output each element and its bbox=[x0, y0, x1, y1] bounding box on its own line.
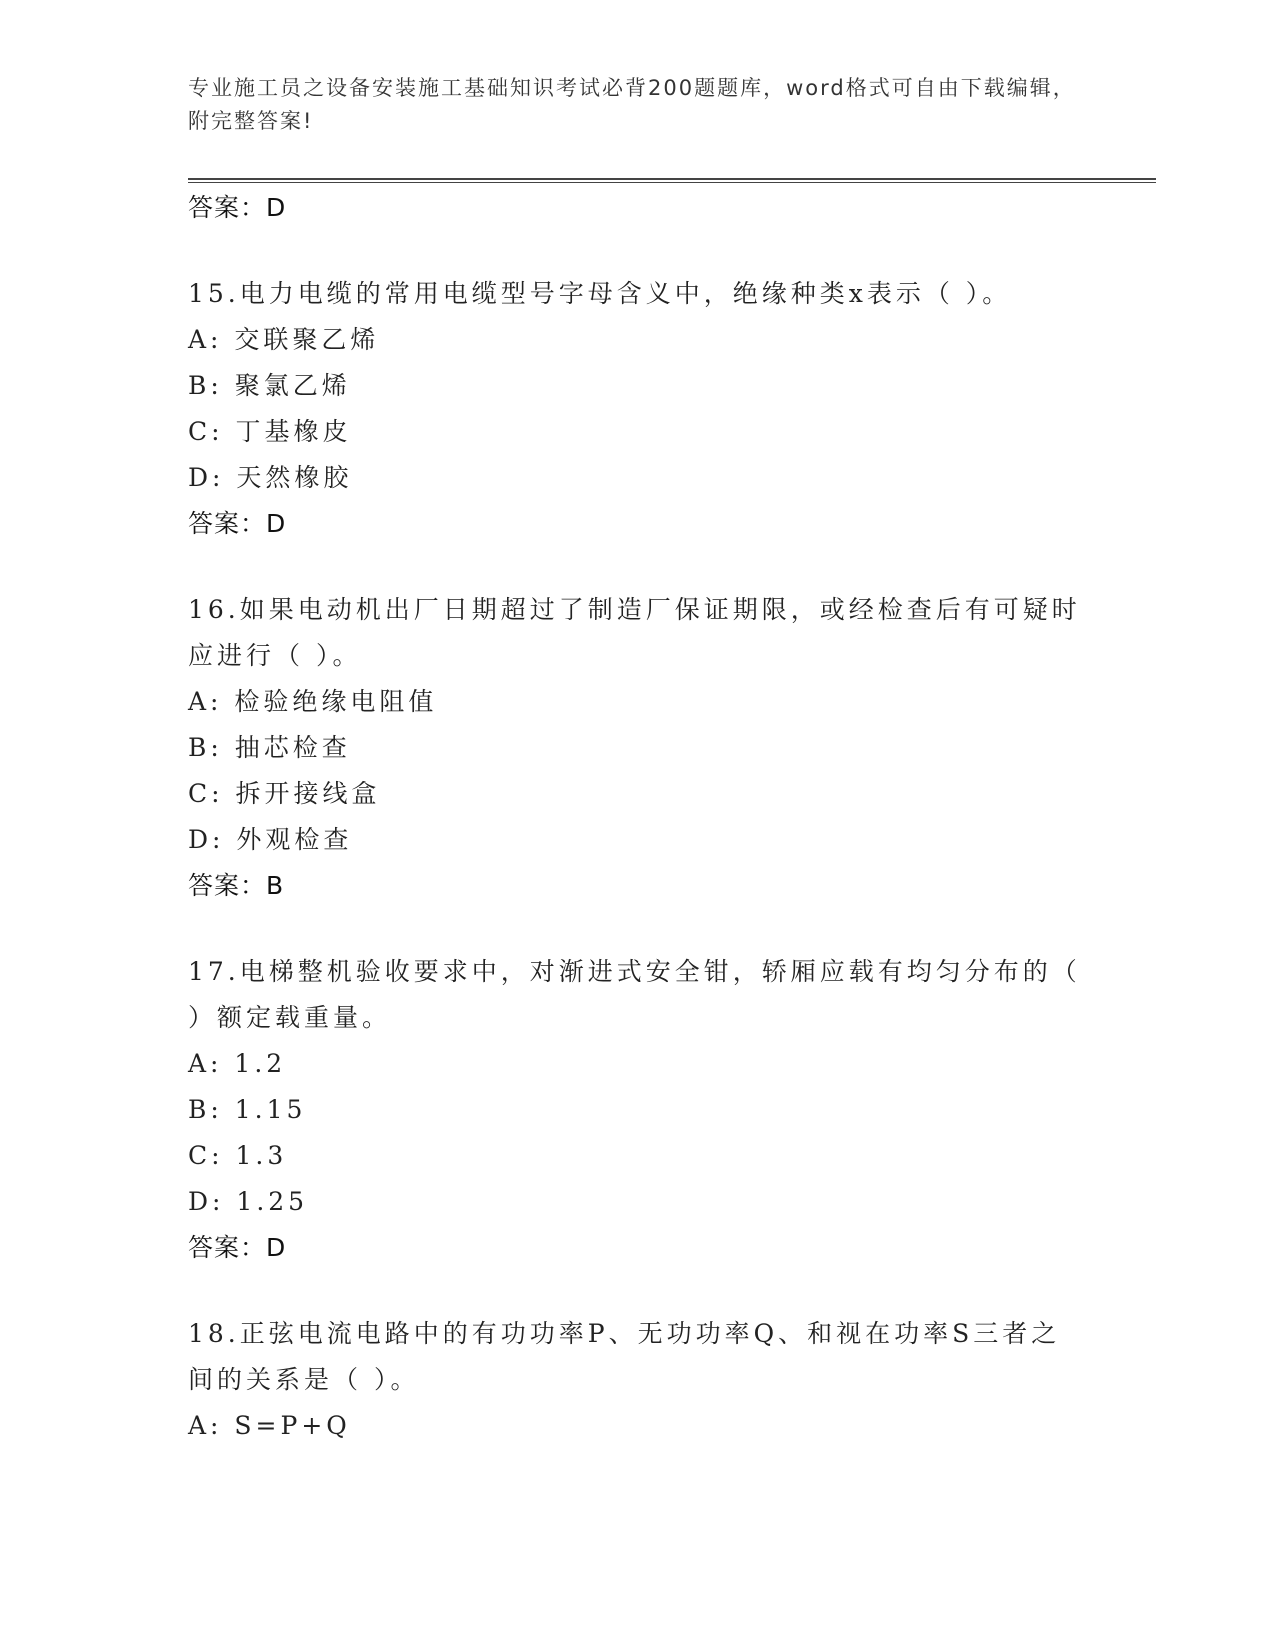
question-16 bbox=[188, 587, 1088, 909]
question-18 bbox=[188, 1311, 1088, 1449]
option-a: A: 检验绝缘电阻值 bbox=[188, 687, 438, 716]
page-header bbox=[188, 72, 1088, 138]
answer-line: 答案：D bbox=[188, 509, 287, 538]
question-text: 16.如果电动机出厂日期超过了制造厂保证期限，或经检查后有可疑时应进行（ ）。 bbox=[188, 595, 1081, 670]
option-c: C: 1.3 bbox=[188, 1141, 288, 1170]
option-a: A: 交联聚乙烯 bbox=[188, 325, 380, 354]
option-d: D: 1.25 bbox=[188, 1187, 309, 1216]
answer-line: 答案：D bbox=[188, 1233, 287, 1262]
option-b: B: 1.15 bbox=[188, 1095, 307, 1124]
option-c: C: 丁基橡皮 bbox=[188, 417, 352, 446]
option-d: D: 外观检查 bbox=[188, 825, 353, 854]
question-15 bbox=[188, 271, 1088, 547]
option-b: B: 聚氯乙烯 bbox=[188, 371, 351, 400]
option-a: A: S=P+Q bbox=[188, 1411, 351, 1440]
question-text: 18.正弦电流电路中的有功功率P、无功功率Q、和视在功率S三者之间的关系是（ ）。 bbox=[188, 1319, 1061, 1394]
answer-line: 答案：D bbox=[188, 193, 287, 222]
question-text: 15.电力电缆的常用电缆型号字母含义中，绝缘种类x表示（ ）。 bbox=[188, 279, 1012, 308]
option-a: A: 1.2 bbox=[188, 1049, 287, 1078]
answer-line: 答案：B bbox=[188, 871, 285, 900]
document-body bbox=[188, 185, 1088, 1449]
header-title: 专业施工员之设备安装施工基础知识考试必背200题题库，word格式可自由下载编辑，附完整答案! bbox=[188, 76, 1076, 133]
question-text: 17.电梯整机验收要求中，对渐进式安全钳，轿厢应载有均匀分布的（ ）额定载重量。 bbox=[188, 957, 1081, 1032]
option-b: B: 抽芯检查 bbox=[188, 733, 351, 762]
option-d: D: 天然橡胶 bbox=[188, 463, 353, 492]
header-divider bbox=[188, 178, 1156, 183]
question-17 bbox=[188, 949, 1088, 1271]
option-c: C: 拆开接线盒 bbox=[188, 779, 381, 808]
